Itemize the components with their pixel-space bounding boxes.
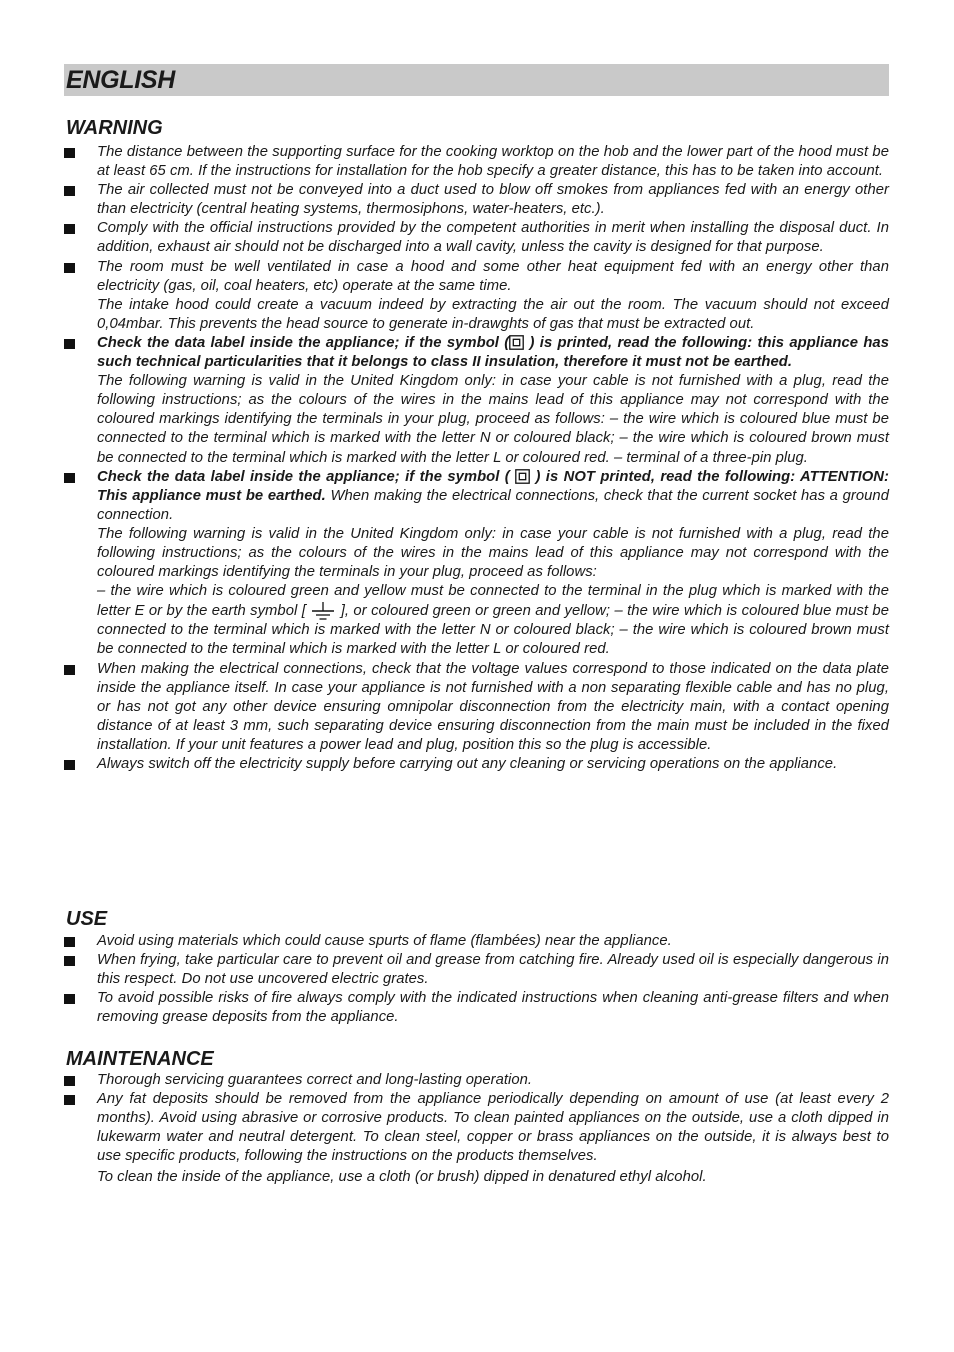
list-item: [64, 989, 889, 1027]
list-item: [64, 258, 889, 334]
square-bullet-icon: [64, 956, 75, 966]
square-bullet-icon: [64, 339, 75, 349]
list-item: [64, 219, 889, 257]
language-header-bar: [64, 64, 889, 96]
double-square-class-ii-icon: [509, 335, 524, 350]
list-item: [64, 334, 889, 468]
maintenance-text: Any fat deposits should be removed from the appliance periodically depending on amount of use (at least every 2 months). Avoid using abrasive or corrosive products. To clean painted appliances on the outside, use a cloth dipped in lukewarm water and neutral detergent. To clean steel, copper or brass appliances on the outside, it is always best to use specific products, following the instructions on the products themselves.: [97, 1091, 889, 1165]
double-square-class-ii-icon: [515, 469, 530, 484]
square-bullet-icon: [64, 263, 75, 273]
uk-wiring-colours-b: ], or coloured green or green and yellow; – the wire which is coloured blue must be connected to the terminal which is marked with the letter N or coloured black; – the wire which is coloured brown must be connected to the terminal which is marked with the letter L or coloured red.: [97, 603, 889, 658]
square-bullet-icon: [64, 994, 75, 1004]
list-item: [64, 755, 889, 774]
use-text: Avoid using materials which could cause spurts of flame (flambées) near the appliance.: [97, 933, 672, 949]
class-ii-notice-bold-a: Check the data label inside the appliance; if the symbol (: [97, 334, 510, 351]
use-text: When frying, take particular care to prevent oil and grease from catching fire. Already used oil is especially dangerous in this respect. Do not use uncovered electric grates.: [97, 952, 889, 988]
square-bullet-icon: [64, 760, 75, 770]
maintenance-list: [64, 1071, 889, 1188]
earthing-notice-bold-a: Check the data label inside the appliance; if the symbol (: [97, 468, 510, 485]
square-bullet-icon: [64, 148, 75, 158]
use-list: [64, 932, 889, 1027]
list-item: [64, 932, 889, 951]
square-bullet-icon: [64, 665, 75, 675]
uk-wiring-colours: [97, 582, 889, 659]
earth-ground-icon: [310, 601, 336, 621]
warning-text: The air collected must not be conveyed into a duct used to blow off smokes from appliances fed with an energy other than electricity (central heating systems, thermosiphons, water-heaters, etc.).: [97, 182, 889, 218]
maintenance-heading: MAINTENANCE: [66, 1048, 214, 1070]
earthing-notice-text: When making the electrical connections, check that the current socket has a ground connection.: [97, 487, 889, 523]
square-bullet-icon: [64, 937, 75, 947]
list-item: [64, 143, 889, 181]
list-item: [64, 660, 889, 755]
earthing-notice-bold-b: ) is NOT printed, read the following: ATTENTION: This appliance must be earthed.: [97, 468, 889, 504]
list-item: [64, 951, 889, 989]
warning-text-extra: The intake hood could create a vacuum indeed by extracting the air out the room. The vacuum should not exceed 0,04mbar. This prevents the head source to generate in-drawghts of gas that must be extracted out.: [97, 296, 889, 332]
use-heading: USE: [66, 908, 108, 930]
maintenance-text: Thorough servicing guarantees correct and long-lasting operation.: [97, 1072, 533, 1088]
warning-list: [64, 143, 889, 774]
square-bullet-icon: [64, 473, 75, 483]
earthing-notice: [97, 468, 889, 525]
maintenance-text-extra: To clean the inside of the appliance, use a cloth (or brush) dipped in denatured ethyl alcohol.: [97, 1169, 707, 1186]
use-text: To avoid possible risks of fire always comply with the indicated instructions when cleaning anti-grease filters and when removing grease deposits from the appliance.: [97, 990, 889, 1026]
square-bullet-icon: [64, 224, 75, 234]
list-item: [64, 1090, 889, 1187]
list-item: [64, 181, 889, 219]
list-item: [64, 468, 889, 660]
warning-text: Always switch off the electricity supply before carrying out any cleaning or servicing operations on the appliance.: [97, 756, 838, 772]
uk-wiring-notice: The following warning is valid in the United Kingdom only: in case your cable is not furnished with a plug, read the following instructions; as the colours of the wires in the mains lead of this appliance may not correspond with the coloured markings identifying the terminals in your plug, proceed as follows:: [97, 525, 889, 581]
warning-text: The room must be well ventilated in case a hood and some other heat equipment fed with an energy other than electricity (gas, oil, coal heaters, etc) operate at the same time.: [97, 258, 889, 294]
square-bullet-icon: [64, 186, 75, 196]
class-ii-notice: [97, 334, 889, 372]
square-bullet-icon: [64, 1076, 75, 1086]
uk-wiring-colours-a: – the wire which is coloured green and yellow must be connected to the terminal in the plug which is marked with the letter E or by the earth symbol [: [97, 583, 889, 620]
uk-wiring-notice: The following warning is valid in the United Kingdom only: in case your cable is not furnished with a plug, read the following instructions; as the colours of the wires in the mains lead of this appliance may not correspond with the coloured markings identifying the terminals in your plug, proceed as follows: – the wire which is coloured blue must be connected to the terminal which is marked with the letter N or coloured black; – the wire which is coloured brown must be connected to the terminal which is marked with the letter L or coloured red. – terminal of a three-pin plug.: [97, 373, 889, 466]
class-ii-notice-bold-b: ) is printed, read the following: this appliance has such technical particularities that it belongs to class II insulation, therefore it must not be earthed.: [97, 334, 889, 371]
language-title: ENGLISH: [66, 66, 176, 94]
warning-text: When making the electrical connections, check that the voltage values correspond to those indicated on the data plate inside the appliance itself. In case your appliance is not furnished with a non separating flexible cable and has no plug, or has not got any other device ensuring omnipolar disconnection from the electricity main, with a contact opening distance of at least 3 mm, such separating device ensuring disconnection from the main must be included in the fixed installation. If your unit features a power lead and plug, position this so the plug is accessible.: [97, 660, 889, 753]
square-bullet-icon: [64, 1095, 75, 1105]
list-item: [64, 1071, 889, 1090]
warning-heading: WARNING: [66, 117, 163, 139]
warning-text: The distance between the supporting surface for the cooking worktop on the hob and the lower part of the hood must be at least 65 cm. If the instructions for installation for the hob specify a greater distance, this has to be taken into account.: [97, 144, 889, 180]
warning-text: Comply with the official instructions provided by the competent authorities in merit when installing the disposal duct. In addition, exhaust air should not be discharged into a wall cavity, unless the cavity is designed for that purpose.: [97, 220, 889, 256]
